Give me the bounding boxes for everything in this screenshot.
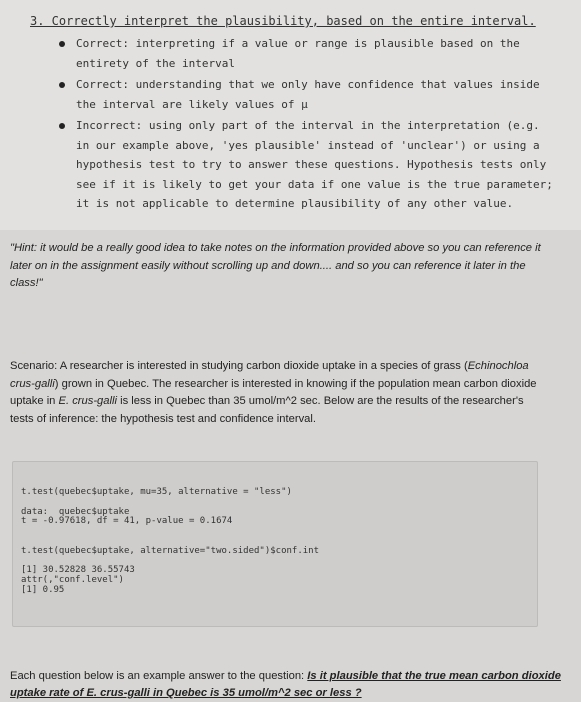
code-line: t = -0.97618, df = 41, p-value = 0.1674	[21, 516, 233, 526]
species-name: Echinochloa crus-galli	[10, 360, 529, 390]
species-short-name: E. crus-galli	[58, 395, 117, 407]
scenario-text	[10, 358, 550, 428]
code-line: [1] 0.95	[21, 585, 65, 595]
code-line: [1] 30.52828 36.55743	[21, 565, 135, 575]
hint-text: "Hint: it would be a really good idea to take notes on the information provided above so you can reference it later on in the assignment easily without scrolling up and down.... and so you can reference it later in the class!"	[10, 242, 541, 289]
bullet-icon	[59, 41, 65, 47]
question-prompt	[10, 668, 570, 702]
code-line: attr(,"conf.level")	[21, 575, 124, 585]
list-item-text: Incorrect: using only part of the interval in the interpretation (e.g. in our example above, 'yes plausible' instead of 'unclear') or using a hypothesis test to try to answer these questions. Hypothesis tests only see if it is likely to get your data if one value is the true parameter; it is not applicable to determine plausibility of any other value.	[76, 119, 553, 210]
list-item	[56, 116, 556, 214]
instructions-panel	[0, 0, 581, 230]
list-item-text: Correct: interpreting if a value or range is plausible based on the entirety of the interval	[76, 37, 520, 70]
list-item	[56, 34, 556, 73]
code-line: t.test(quebec$uptake, mu=35, alternative = "less")	[21, 487, 292, 497]
scenario-tail: is less in Quebec than 35 umol/m^2 sec. Below are the results of the researcher's tests of inference: the hypothesis test and confidence interval.	[10, 395, 524, 425]
scenario-mid: ) grown in Quebec. The researcher is interested in knowing if the population mean carbon dioxide uptake in	[10, 377, 537, 407]
interpretation-list	[56, 34, 556, 216]
r-output-box	[12, 461, 538, 627]
question-text: Is it plausible that the true mean carbon dioxide uptake rate of E. crus-galli in Quebec is 35 umol/m^2 sec or less ?	[10, 670, 561, 699]
question-lead: Each question below is an example answer to the question:	[10, 670, 308, 682]
code-line: t.test(quebec$uptake, alternative="two.sided")$conf.int	[21, 546, 320, 556]
code-line: data: quebec$uptake	[21, 507, 130, 517]
section-heading: 3. Correctly interpret the plausibility, based on the entire interval.	[30, 14, 536, 28]
bullet-icon	[59, 82, 65, 88]
list-item-text: Correct: understanding that we only have confidence that values inside the interval are likely values of μ	[76, 78, 540, 111]
scenario-lead: Scenario: A researcher is interested in studying carbon dioxide uptake in a species of grass (	[10, 360, 468, 372]
bullet-icon	[59, 123, 65, 129]
list-item	[56, 75, 556, 114]
